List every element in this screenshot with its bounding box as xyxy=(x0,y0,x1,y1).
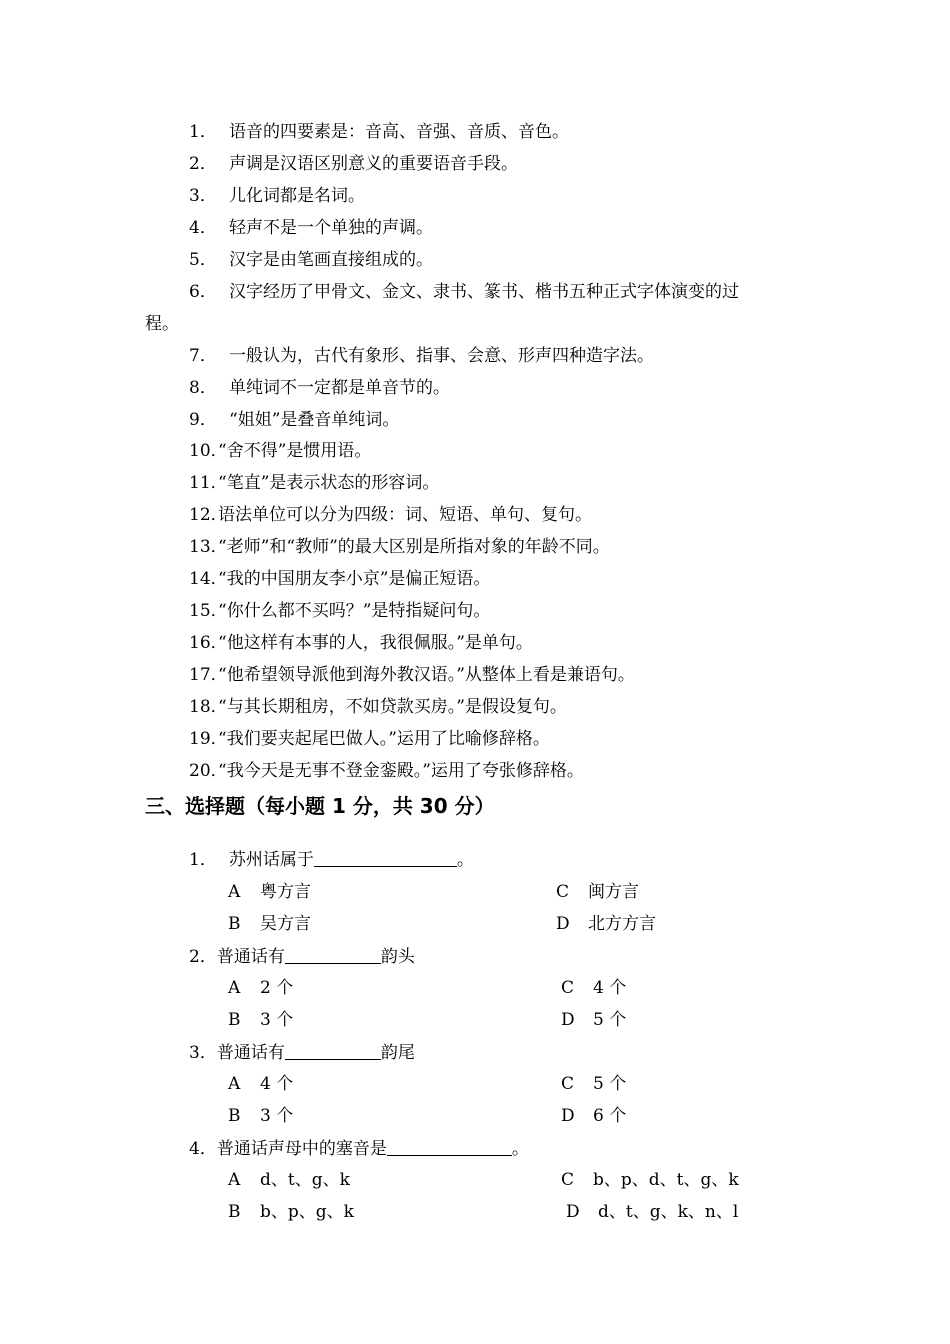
item-text: 语音的四要素是：音高、音强、音质、音色。 xyxy=(229,122,569,142)
option-c xyxy=(561,1073,626,1095)
question-text-end: 。 xyxy=(511,1139,529,1159)
option-text: 6 个 xyxy=(593,1106,627,1126)
option-letter: C xyxy=(561,978,575,998)
question-text-end: 。 xyxy=(456,850,474,870)
item-text: “我今天是无事不登金銮殿。”运用了夸张修辞格。 xyxy=(218,761,584,781)
item-number: 13． xyxy=(189,537,228,557)
option-letter: A xyxy=(228,1170,241,1190)
item-number: 14． xyxy=(189,569,228,589)
option-c xyxy=(561,1169,739,1191)
answer-blank xyxy=(387,1137,512,1156)
item-number: 4． xyxy=(189,218,217,238)
question-text-end: 韵尾 xyxy=(380,1043,415,1063)
option-a xyxy=(228,977,293,999)
item-text: 一般认为，古代有象形、指事、会意、形声四种造字法。 xyxy=(229,346,654,366)
question-number: 1． xyxy=(189,850,217,870)
item-text: 轻声不是一个单独的声调。 xyxy=(229,218,433,238)
option-text: 5 个 xyxy=(593,1074,627,1094)
question-number: 3． xyxy=(189,1043,217,1063)
item-number: 17． xyxy=(189,665,228,685)
answer-blank xyxy=(285,945,381,964)
option-letter: C xyxy=(561,1170,575,1190)
option-text: 2 个 xyxy=(260,978,294,998)
item-text: 单纯词不一定都是单音节的。 xyxy=(229,378,450,398)
option-letter: D xyxy=(566,1202,580,1222)
option-text: d、t、g、k xyxy=(260,1170,350,1190)
answer-blank xyxy=(314,848,457,867)
option-letter: B xyxy=(228,1010,241,1030)
item-number: 10． xyxy=(189,441,228,461)
item-number: 7． xyxy=(189,346,217,366)
item-text-continued: 程。 xyxy=(145,314,179,334)
item-text: “我的中国朋友李小京”是偏正短语。 xyxy=(218,569,491,589)
option-c xyxy=(556,881,639,903)
option-a xyxy=(228,1169,350,1191)
option-letter: A xyxy=(228,1074,241,1094)
item-number: 11． xyxy=(189,473,228,493)
option-c xyxy=(561,977,626,999)
question-number: 4． xyxy=(189,1139,217,1159)
item-text: 声调是汉语区别意义的重要语音手段。 xyxy=(229,154,518,174)
option-text: 4 个 xyxy=(593,978,627,998)
option-letter: D xyxy=(556,914,570,934)
item-number: 19． xyxy=(189,729,228,749)
item-number: 18． xyxy=(189,697,228,717)
item-text: “舍不得”是惯用语。 xyxy=(218,441,372,461)
answer-blank xyxy=(285,1041,381,1060)
option-text: 4 个 xyxy=(260,1074,294,1094)
option-text: 闽方言 xyxy=(588,882,639,902)
option-text: b、p、d、t、g、k xyxy=(593,1170,739,1190)
item-number: 6． xyxy=(189,282,217,302)
option-d xyxy=(561,1009,626,1031)
option-d xyxy=(561,1105,626,1127)
option-letter: A xyxy=(228,882,241,902)
option-letter: B xyxy=(228,1202,241,1222)
question xyxy=(189,945,415,968)
question xyxy=(189,848,474,871)
question xyxy=(189,1041,415,1064)
option-d xyxy=(566,1201,738,1223)
item-number: 16． xyxy=(189,633,228,653)
option-text: 3 个 xyxy=(260,1106,294,1126)
option-text: d、t、g、k、n、l xyxy=(598,1202,739,1222)
question-text: 苏州话属于 xyxy=(228,850,314,870)
option-text: 3 个 xyxy=(260,1010,294,1030)
item-number: 8． xyxy=(189,378,217,398)
option-b xyxy=(228,1009,293,1031)
item-number: 3． xyxy=(189,186,217,206)
item-text: “老师”和“教师”的最大区别是所指对象的年龄不同。 xyxy=(218,537,610,557)
option-a xyxy=(228,881,311,903)
question-text: 普通话声母中的塞音是 xyxy=(216,1139,387,1159)
item-text: “姐姐”是叠音单纯词。 xyxy=(229,410,400,430)
item-text: “我们要夹起尾巴做人。”运用了比喻修辞格。 xyxy=(218,729,550,749)
option-letter: D xyxy=(561,1010,575,1030)
option-d xyxy=(556,913,656,935)
item-text: 汉字经历了甲骨文、金文、隶书、篆书、楷书五种正式字体演变的过 xyxy=(229,282,739,302)
item-text: 语法单位可以分为四级：词、短语、单句、复句。 xyxy=(218,505,592,525)
question-text-end: 韵头 xyxy=(380,947,415,967)
option-a xyxy=(228,1073,293,1095)
item-number: 15． xyxy=(189,601,228,621)
item-number: 2． xyxy=(189,154,217,174)
item-number: 20． xyxy=(189,761,228,781)
item-text: “你什么都不买吗？”是特指疑问句。 xyxy=(218,601,491,621)
item-number: 1． xyxy=(189,122,217,142)
option-b xyxy=(228,913,311,935)
item-text: “与其长期租房，不如贷款买房。”是假设复句。 xyxy=(218,697,567,717)
option-text: 北方方言 xyxy=(588,914,656,934)
option-letter: C xyxy=(561,1074,575,1094)
item-text: 汉字是由笔画直接组成的。 xyxy=(229,250,433,270)
option-letter: C xyxy=(556,882,570,902)
question-number: 2． xyxy=(189,947,217,967)
option-b xyxy=(228,1105,293,1127)
question-text: 普通话有 xyxy=(216,947,285,967)
option-letter: B xyxy=(228,1106,241,1126)
option-text: 粤方言 xyxy=(260,882,311,902)
option-text: b、p、g、k xyxy=(260,1202,354,1222)
item-text: “他这样有本事的人，我很佩服。”是单句。 xyxy=(218,633,533,653)
option-b xyxy=(228,1201,354,1223)
item-text: “他希望领导派他到海外教汉语。”从整体上看是兼语句。 xyxy=(218,665,635,685)
item-number: 9． xyxy=(189,410,217,430)
section-title: 三、选择题（每小题 1 分，共 30 分） xyxy=(145,794,495,818)
option-letter: B xyxy=(228,914,241,934)
item-number: 12． xyxy=(189,505,228,525)
item-text: 儿化词都是名词。 xyxy=(229,186,365,206)
option-letter: D xyxy=(561,1106,575,1126)
option-letter: A xyxy=(228,978,241,998)
option-text: 5 个 xyxy=(593,1010,627,1030)
question xyxy=(189,1137,529,1160)
item-number: 5． xyxy=(189,250,217,270)
option-text: 吴方言 xyxy=(260,914,311,934)
item-text: “笔直”是表示状态的形容词。 xyxy=(218,473,440,493)
question-text: 普通话有 xyxy=(216,1043,285,1063)
